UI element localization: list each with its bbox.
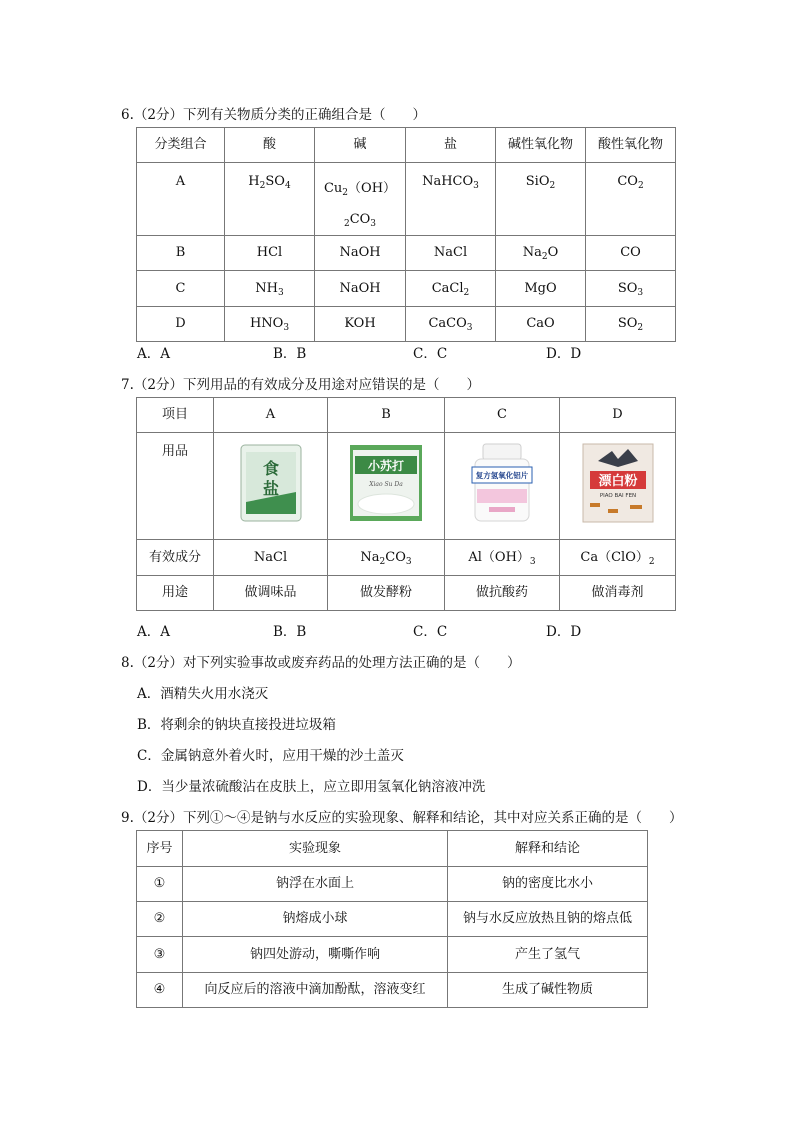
q7-component-d: $Ca(ClO)_2$ (560, 540, 676, 576)
q9-row-1-number: ① (137, 867, 183, 902)
q7-option-b[interactable]: B．B (273, 624, 307, 640)
q6-row-d-label: D (137, 307, 225, 342)
q6-option-d[interactable]: D．D (546, 346, 582, 362)
q6-row-b-acidic-oxide: CO (586, 236, 676, 271)
q9-header-explanation: 解释和结论 (448, 831, 648, 867)
q6-row-b-acid: HCl (225, 236, 315, 271)
q7-use-a: 做调味品 (214, 576, 328, 611)
q7-header-a: A (214, 398, 328, 433)
q7-header-b: B (328, 398, 445, 433)
q8-choice-a[interactable]: A．酒精失火用水浇灭 (137, 686, 269, 702)
q6-row-d-acidic-oxide: $SO_2$ (586, 307, 676, 342)
q9-title: 9.（2分）下列①～④是钠与水反应的实验现象、解释和结论，其中对应关系正确的是（ ） (121, 810, 683, 826)
q7-use-c: 做抗酸药 (445, 576, 560, 611)
baking-soda-package-image (349, 444, 423, 522)
q9-row-3-number: ③ (137, 937, 183, 973)
q8-title: 8.（2分）对下列实验事故或废弃药品的处理方法正确的是（ ） (121, 655, 521, 671)
q6-row-c-salt: CaCl$_2$ (406, 271, 496, 307)
q6-option-c[interactable]: C．C (413, 346, 448, 362)
q6-header-salt: 盐 (406, 128, 496, 163)
q7-row-use-label: 用途 (137, 576, 214, 611)
q7-option-c[interactable]: C．C (413, 624, 448, 640)
q6-row-c-basic-oxide: MgO (496, 271, 586, 307)
q7-product-a-cell (214, 433, 328, 540)
q6-header-acid: 酸 (225, 128, 315, 163)
q7-use-d: 做消毒剂 (560, 576, 676, 611)
q6-row-d-basic-oxide: CaO (496, 307, 586, 342)
q6-row-a-salt: NaHCO$_3$ (406, 163, 496, 236)
q9-row-4-explanation: 生成了碱性物质 (448, 973, 648, 1008)
q6-row-d-salt: CaCO$_3$ (406, 307, 496, 342)
q9-row-2-number: ② (137, 902, 183, 937)
q6-title: 6.（2分）下列有关物质分类的正确组合是（ ） (121, 107, 426, 123)
q7-title: 7.（2分）下列用品的有效成分及用途对应错误的是（ ） (121, 377, 480, 393)
q7-product-b-cell (328, 433, 445, 540)
q9-row-2-explanation: 钠与水反应放热且钠的熔点低 (448, 902, 648, 937)
q9-row-1-explanation: 钠的密度比水小 (448, 867, 648, 902)
q9-row-4-number: ④ (137, 973, 183, 1008)
q7-component-a: NaCl (214, 540, 328, 576)
q9-row-1-phenomenon: 钠浮在水面上 (183, 867, 448, 902)
q9-row-3-explanation: 产生了氢气 (448, 937, 648, 973)
q6-row-b-salt: NaCl (406, 236, 496, 271)
q7-product-d-cell (560, 433, 676, 540)
q6-row-d-base: KOH (315, 307, 406, 342)
q7-header-c: C (445, 398, 560, 433)
q6-row-a-acidic-oxide: $CO_2$ (586, 163, 676, 236)
q8-choice-d[interactable]: D．当少量浓硫酸沾在皮肤上，应立即用氢氧化钠溶液冲洗 (137, 779, 486, 795)
q7-row-component-label: 有效成分 (137, 540, 214, 576)
q6-header-base: 碱 (315, 128, 406, 163)
q7-row-product-label: 用品 (137, 433, 214, 540)
q6-table (136, 127, 676, 342)
q6-header-basic-oxide: 碱性氧化物 (496, 128, 586, 163)
q6-row-a-label: A (137, 163, 225, 236)
q7-header-d: D (560, 398, 676, 433)
q6-row-a-acid: $H_2SO_4$ (225, 163, 315, 236)
q7-option-d[interactable]: D．D (546, 624, 582, 640)
q6-row-d-acid: $HNO_3$ (225, 307, 315, 342)
q7-component-c: $Al(OH)_3$ (445, 540, 560, 576)
q6-row-b-label: B (137, 236, 225, 271)
q6-header-acidic-oxide: 酸性氧化物 (586, 128, 676, 163)
q6-row-c-label: C (137, 271, 225, 307)
q7-product-c-cell (445, 433, 560, 540)
q6-option-a[interactable]: A．A (137, 346, 170, 362)
q6-row-c-acidic-oxide: $SO_3$ (586, 271, 676, 307)
q6-option-b[interactable]: B．B (273, 346, 307, 362)
svg-text:PIAO BAI FEN: PIAO BAI FEN (599, 493, 636, 499)
svg-text:Xiao Su Da: Xiao Su Da (369, 481, 403, 488)
bleaching-powder-package-image (582, 443, 654, 523)
q6-row-b-base: NaOH (315, 236, 406, 271)
svg-text:盐: 盐 (262, 479, 279, 498)
q7-option-a[interactable]: A．A (137, 624, 170, 640)
svg-text:小苏打: 小苏打 (367, 459, 405, 473)
q9-row-3-phenomenon: 钠四处游动，嘶嘶作响 (183, 937, 448, 973)
q9-header-number: 序号 (137, 831, 183, 867)
q8-choice-c[interactable]: C．金属钠意外着火时，应用干燥的沙土盖灭 (137, 748, 404, 764)
q6-row-b-basic-oxide: $Na_2O$ (496, 236, 586, 271)
q9-row-2-phenomenon: 钠熔成小球 (183, 902, 448, 937)
q9-header-phenomenon: 实验现象 (183, 831, 448, 867)
q6-row-a-base: $Cu_2(OH)$ $_2CO_3$ (315, 163, 406, 236)
q7-component-b: $Na_2CO_3$ (328, 540, 445, 576)
q8-choice-b[interactable]: B．将剩余的钠块直接投进垃圾箱 (137, 717, 336, 733)
q7-use-b: 做发酵粉 (328, 576, 445, 611)
q6-row-c-base: NaOH (315, 271, 406, 307)
antacid-bottle-image (469, 443, 535, 523)
q9-table (136, 830, 648, 1008)
q6-row-a-basic-oxide: SiO$_2$ (496, 163, 586, 236)
q6-row-c-acid: $NH_3$ (225, 271, 315, 307)
q7-header-item: 项目 (137, 398, 214, 433)
svg-text:复方氢氧化铝片: 复方氢氧化铝片 (475, 471, 529, 480)
q9-row-4-phenomenon: 向反应后的溶液中滴加酚酞，溶液变红 (183, 973, 448, 1008)
q6-header-group: 分类组合 (137, 128, 225, 163)
salt-package-image (240, 444, 302, 522)
svg-text:漂白粉: 漂白粉 (597, 474, 638, 489)
q7-table (136, 397, 676, 611)
svg-text:食: 食 (262, 459, 279, 478)
